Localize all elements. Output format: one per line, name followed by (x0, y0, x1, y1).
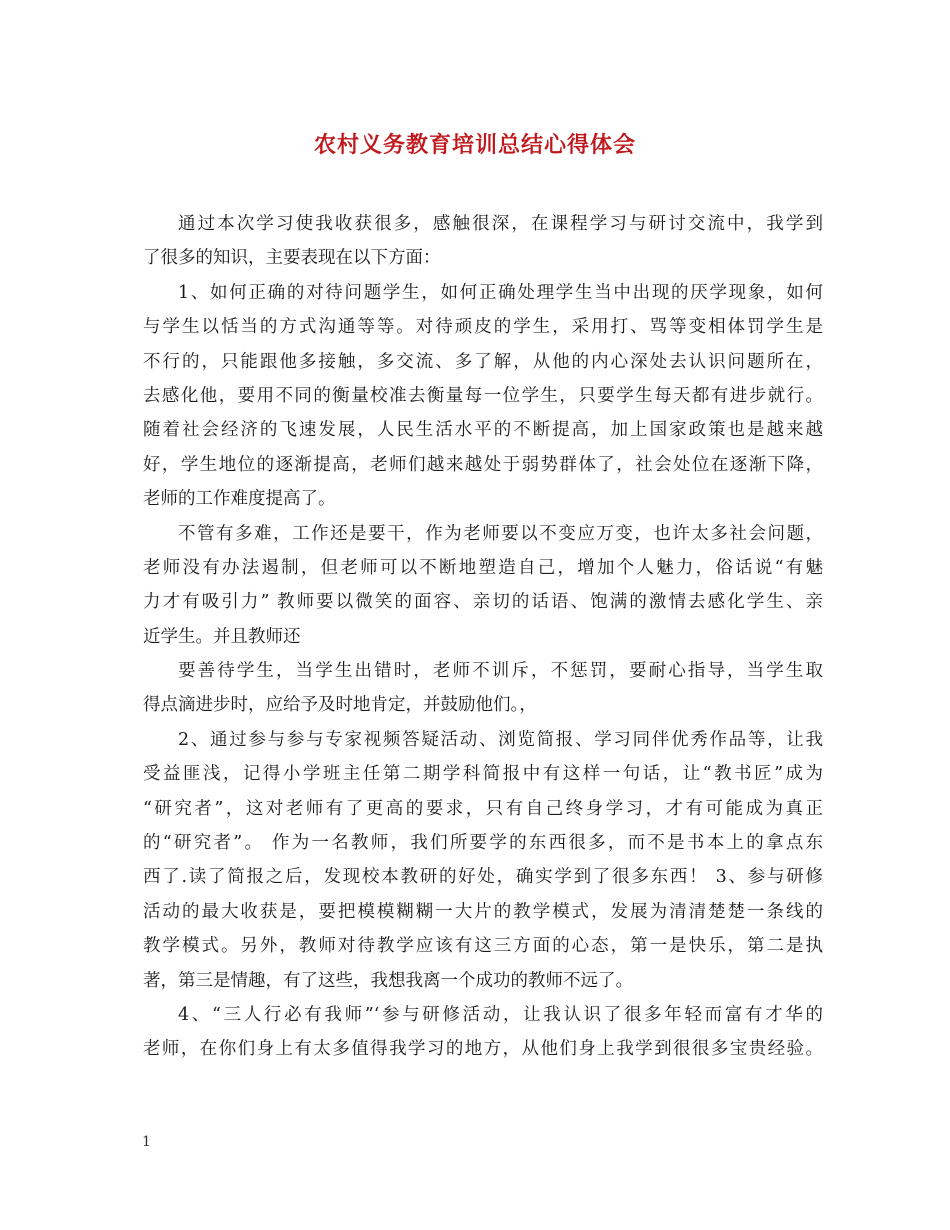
body-line: 受益匪浅，记得小学班主任第二期学科简报中有这样一句话，让“教书匠”成为 (143, 764, 823, 785)
body-line: 与学生以恬当的方式沟通等等。对待顽皮的学生，采用打、骂等变相体罚学生是 (143, 317, 823, 338)
body-line: 2、通过参与参与专家视频答疑活动、浏览简报、学习同伴优秀作品等，让我 (178, 729, 823, 750)
document-title: 农村义务教育培训总结心得体会 (313, 133, 636, 158)
body-line: 通过本次学习使我收获很多，感触很深，在课程学习与研讨交流中，我学到 (178, 214, 823, 234)
body-line: 老师，在你们身上有太多值得我学习的地方，从他们身上我学到很很多宝贵经验。 (143, 1039, 823, 1060)
body-line: 得点滴进步时，应给予及时地肯定，并鼓励他们。， (143, 695, 537, 716)
body-line: 近学生。并且教师还 (143, 626, 301, 647)
body-line: 不行的，只能跟他多接触，多交流、多了解，从他的内心深处去认识问题所在， (143, 351, 823, 372)
body-line: 老师的工作难度提高了。 (143, 489, 336, 510)
body-line: 著，第三是情趣，有了这些，我想我离一个成功的教师不远了。 (143, 970, 633, 991)
page-number: 1 (142, 1134, 151, 1150)
body-line: 随着社会经济的飞速发展，人民生活水平的不断提高，加上国家政策也是越来越 (143, 420, 823, 441)
body-line: 活动的最大收获是，要把模模糊糊一大片的教学模式，发展为清清楚楚一条线的 (143, 901, 823, 922)
body-line: 去感化他，要用不同的衡量校准去衡量每一位学生，只要学生每天都有进步就行。 (143, 385, 823, 406)
body-line: 4、“三人行必有我师”‘参与研修活动，让我认识了很多年轻而富有才华的 (178, 1004, 823, 1025)
body-line: 教学模式。另外，教师对待教学应该有这三方面的心态，第一是快乐，第二是执 (143, 936, 823, 957)
body-line: 的“研究者”。 作为一名教师，我们所要学的东西很多，而不是书本上的拿点东 (143, 833, 823, 854)
body-line: 力才有吸引力” 教师要以微笑的面容、亲切的话语、饱满的激情去感化学生、亲 (143, 592, 823, 613)
body-line: 要善待学生，当学生出错时，老师不训斥，不惩罚，要耐心指导，当学生取 (178, 661, 823, 682)
body-line: 西了.读了简报之后，发现校本教研的好处，确实学到了很多东西！ 3、参与研修 (143, 867, 823, 888)
document-body (143, 207, 823, 1067)
body-line: 老师没有办法遏制，但老师可以不断地塑造自己，增加个人魅力，俗话说“有魅 (143, 557, 823, 578)
body-line: 不管有多难，工作还是要干，作为老师要以不变应万变，也许太多社会问题， (178, 523, 823, 544)
body-line: 了很多的知识，主要表现在以下方面： (143, 248, 441, 269)
body-line: 好，学生地位的逐渐提高，老师们越来越处于弱势群体了，社会处位在逐渐下降， (143, 454, 823, 475)
body-line: “研究者”，这对老师有了更高的要求，只有自己终身学习，才有可能成为真正 (143, 798, 823, 819)
body-line: 1、如何正确的对待问题学生，如何正确处理学生当中出现的厌学现象，如何 (178, 282, 823, 303)
